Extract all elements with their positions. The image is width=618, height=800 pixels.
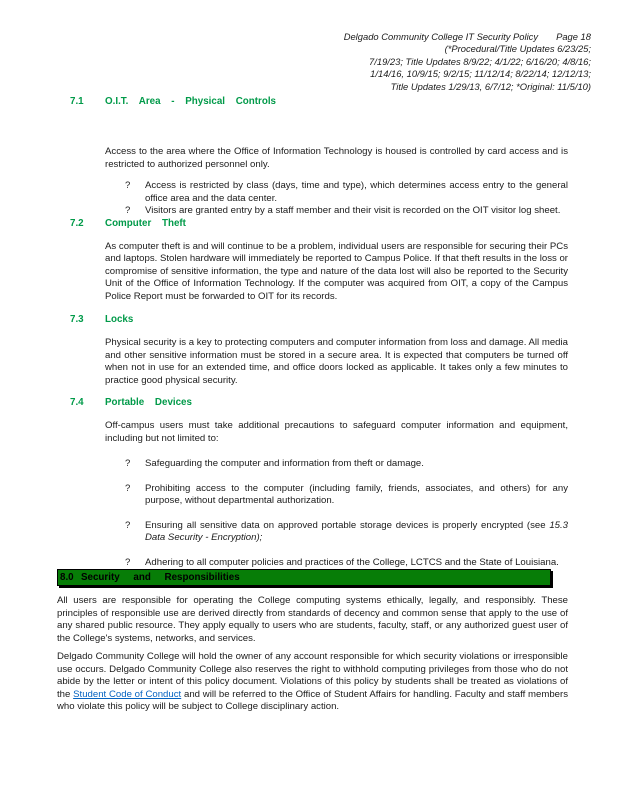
bullet-text: Safeguarding the computer and information from theft or damage. <box>145 458 424 469</box>
page-header <box>344 31 591 93</box>
bullet-text-post: ); <box>256 532 263 543</box>
section-paragraph: Physical security is a key to protecting computers and computer information from loss and damage. All media and other sensitive information must be stored in a secure area. It is expected that computers be turned off when not in use for an extended time, and office doors locked as applicable. It takes only a few minutes to practice good physical security. <box>105 337 568 386</box>
student-code-of-conduct-link[interactable]: Student Code of Conduct <box>73 688 182 700</box>
revision-line: (*Procedural/Title Updates 6/23/25; <box>444 43 591 55</box>
section-title: Security and Responsibilities <box>81 572 240 583</box>
document-title: Delgado Community College IT Security Policy <box>343 31 539 42</box>
section-heading-7-4 <box>57 397 568 409</box>
bullet-marker: ? <box>125 482 131 494</box>
section-paragraph: Access to the area where the Office of Information Technology is housed is controlled by card access and is restricted to authorized personnel only. <box>105 146 568 170</box>
section-number: 7.1 <box>70 96 84 107</box>
bullet-text <box>145 520 568 545</box>
page-number: Page 18 <box>556 31 591 42</box>
section-number: 7.2 <box>70 217 84 229</box>
document-body <box>57 96 568 714</box>
policy-reference-italic: 15.3 Data Security - Encryption <box>145 519 568 543</box>
bullet-marker: ? <box>125 180 131 191</box>
section-8-paragraph-1: All users are responsible for operating the College computing systems ethically, legally, and responsibly. These principles of responsible use are derived directly from standards of decency and common sense that apply to the use of any shared public resource. They apply equally to users who are students, faculty, staff, or any authorized guest user of the College's systems, networks, and services. <box>57 595 568 644</box>
revision-line: 7/19/23; Title Updates 8/9/22; 4/1/22; 6/16/20; 4/8/16; <box>369 55 591 67</box>
section-heading-7-2 <box>57 218 568 230</box>
section-title: O.I.T. Area - Physical Controls <box>105 96 277 107</box>
bullet-marker: ? <box>125 519 131 531</box>
section-heading-7-1 <box>57 96 568 108</box>
section-paragraph: As computer theft is and will continue to be a problem, individual users are responsible for securing their PCs and laptops. Stolen hardware will immediately be reported to Campus Police. If that theft results in the loss or compromise of sensitive information, the type and nature of the data lost will also be reported to the Security Unit of the Office of Information Technology. If the computer was acquired from OIT, a copy of the Campus Police Report must be forwarded to OIT for its records. <box>105 240 568 302</box>
bullet-item <box>125 483 568 508</box>
bullet-marker: ? <box>125 458 131 469</box>
section-number: 7.3 <box>70 314 84 325</box>
bullet-item <box>125 458 568 471</box>
section-title: Portable Devices <box>105 397 192 408</box>
section-title: Locks <box>105 314 134 325</box>
bullet-text-pre: Ensuring all sensitive data on approved portable storage devices is properly encrypted (see <box>145 519 550 531</box>
bullet-list-7-1 <box>57 180 568 218</box>
paragraph-text: Delgado Community College will hold the owner of any account responsible for which security violations or irresponsible use occurs. Delgado Community College also reserves the right to withhold computing privileges from those who do not abide by the letter or intent of this policy document. Violations of this policy by students shall be treated as violations of the <box>57 651 568 700</box>
header-title-line <box>344 31 591 43</box>
section-paragraph: Off-campus users must take additional precautions to safeguard computer information and equipment, including but not limited to: <box>105 420 568 444</box>
section-title: Computer Theft <box>105 217 186 229</box>
paragraph-text: and will be referred to the Office of Student Affairs for handling. Faculty and staff members who violate this policy will be subject to College disciplinary action. <box>57 688 568 712</box>
bullet-text: Access is restricted by class (days, time and type), which determines access entry to the general office area and the data center. <box>145 180 568 204</box>
bullet-item <box>125 205 568 218</box>
bullet-text: Adhering to all computer policies and practices of the College, LCTCS and the State of Louisiana. <box>145 556 559 568</box>
bullet-text: Prohibiting access to the computer (including family, friends, associates, and others) for any purpose, without departmental authorization. <box>145 482 568 506</box>
bullet-marker: ? <box>125 205 131 216</box>
section-number: 8.0 <box>60 572 74 583</box>
bullet-marker: ? <box>125 556 131 568</box>
section-8-paragraph-2 <box>57 651 568 714</box>
bullet-list-7-4 <box>57 458 568 569</box>
section-heading-7-3 <box>57 314 568 326</box>
bullet-item <box>125 520 568 545</box>
section-number: 7.4 <box>70 397 84 408</box>
bullet-item <box>125 180 568 205</box>
section-heading-8-0-bar <box>57 569 551 586</box>
bullet-text: Visitors are granted entry by a staff member and their visit is recorded on the OIT visitor log sheet. <box>145 205 561 216</box>
bullet-item <box>125 557 568 570</box>
revision-line: Title Updates 1/29/13, 6/7/12; *Original: 11/5/10) <box>390 80 591 92</box>
revision-line: 1/14/16, 10/9/15; 9/2/15; 11/12/14; 8/22/14; 12/12/13; <box>370 68 591 80</box>
